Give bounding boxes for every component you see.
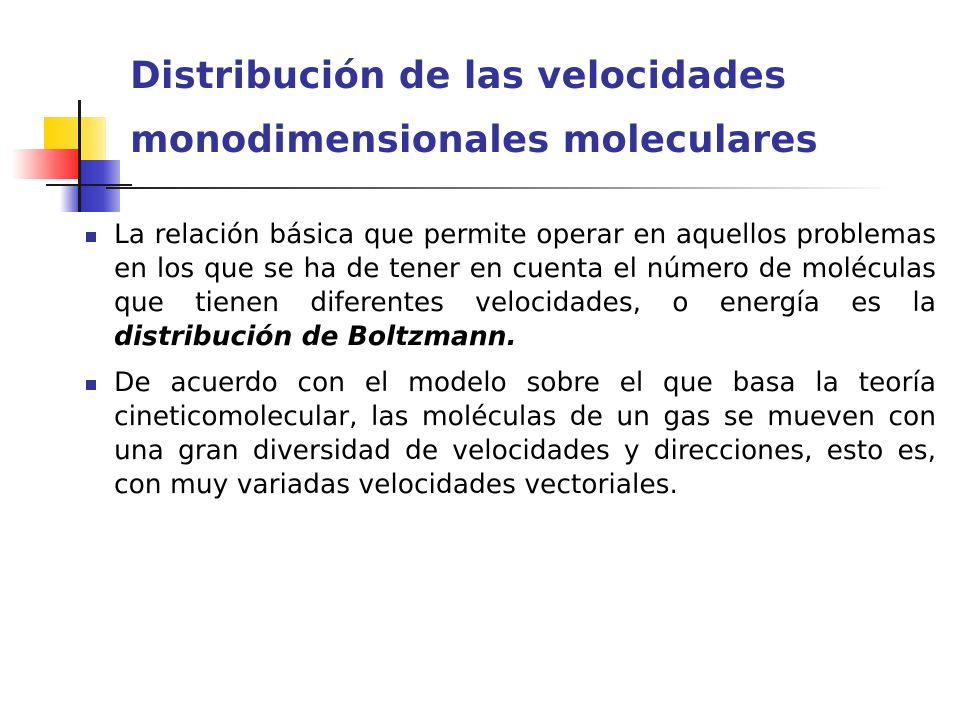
decoration-blue-square <box>78 160 120 212</box>
decoration-red-bar <box>12 149 78 179</box>
slide-title-line-1: Distribución de las velocidades <box>130 54 787 97</box>
decoration-horizontal-line <box>46 184 132 186</box>
bullet-list <box>84 218 936 514</box>
decoration-blue-gradient <box>60 186 78 212</box>
corner-decoration <box>0 0 140 230</box>
slide-title <box>130 44 930 172</box>
square-bullet-icon <box>86 380 96 390</box>
bullet-body: La relación básica que permite operar en aquellos problemas en los que se ha de tener en cuenta el número de moléculas que tienen diferentes velocidades, o energía es la <box>114 219 936 318</box>
square-bullet-icon <box>86 232 96 242</box>
title-underline <box>106 187 896 189</box>
decoration-vertical-line <box>78 100 81 212</box>
bullet-item <box>84 218 936 354</box>
bullet-emphasis: distribución de Boltzmann. <box>114 321 517 352</box>
slide-title-line-2: monodimensionales moleculares <box>130 118 818 161</box>
bullet-text <box>114 366 936 502</box>
bullet-item <box>84 366 936 502</box>
bullet-text <box>114 218 936 354</box>
bullet-body: De acuerdo con el modelo sobre el que basa la teoría cineticomolecular, las moléculas de un gas se mueven con una gran diversidad de velocidades y direcciones, esto es, con muy variadas velocidades vectoriales. <box>114 367 936 500</box>
